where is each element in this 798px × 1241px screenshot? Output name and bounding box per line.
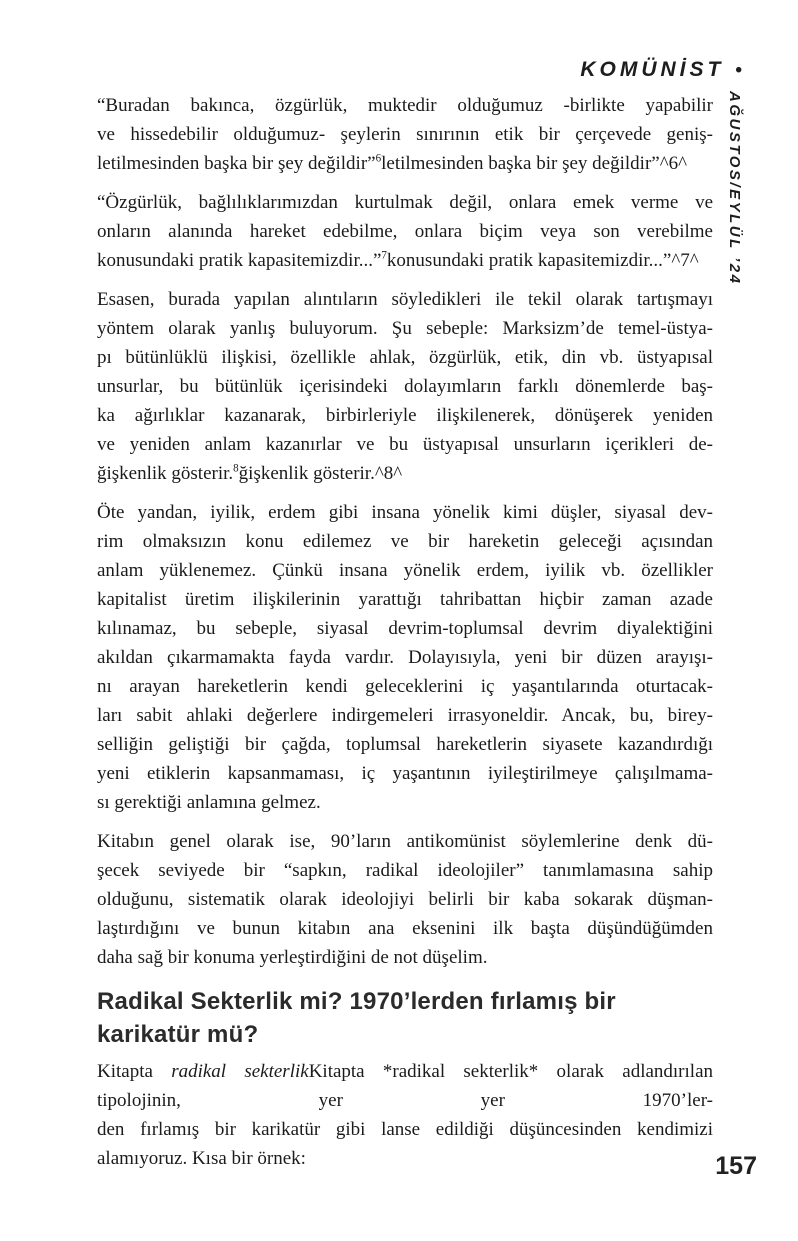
- text-line: Öte yandan, iyilik, erdem gibi insana yönelik kimi düşler, siyasal dev-: [97, 502, 713, 523]
- magazine-title: KOMÜNİST: [580, 58, 725, 81]
- text-line: nı arayan hareketlerin kendi geleceklerini iç yaşantılarında oturtacak-: [97, 676, 713, 697]
- text-line: Radikal Sekterlik mi? 1970’lerden fırlamış bir: [97, 988, 616, 1015]
- text-line: Kitapta radikal sekterlikKitapta *radikal sekterlik* olarak adlandırılan tipolojinin, yer yer 1970’ler-: [97, 1061, 713, 1111]
- bullet-icon: •: [735, 59, 742, 81]
- text-line: laştırdığını ve bunun kitabın ana eksenini ilk başta düşündüğümden: [97, 918, 713, 939]
- text-line: yeni etiklerin kapsanmaması, iç yaşantının iyileştirilmeye çalışılmama-: [97, 763, 713, 784]
- text-line: pı bütünlüklü ilişkisi, özellikle ahlak, özgürlük, etik, din vb. üstyapısal: [97, 347, 713, 368]
- text-line: rim olmaksızın konu edilemez ve bir hareketin geleceği açısından: [97, 531, 713, 552]
- text-line: den fırlamış bir karikatür gibi lanse edildiği düşüncesinden kendimizi: [97, 1119, 713, 1140]
- text-line: sı gerektiği anlamına gelmez.: [97, 792, 321, 813]
- text-line: Kitabın genel olarak ise, 90’ların antikomünist söylemlerine denk dü-: [97, 831, 713, 852]
- body-paragraph: [97, 91, 713, 178]
- text-line: yöntem olarak yanlış buluyorum. Şu sebeple: Marksizm’de temel-üstya-: [97, 318, 713, 339]
- body-paragraph: [97, 498, 713, 817]
- text-line: şecek seviyede bir “sapkın, radikal ideolojiler” tanımlamasına sahip: [97, 860, 713, 881]
- text-line: kılınamaz, bu sebeple, siyasal devrim-toplumsal devrim diyalektiğini: [97, 618, 713, 639]
- text-line: ğişkenlik gösterir.$^8$ğişkenlik gösterir.^8^: [97, 462, 403, 484]
- footnote-reference: 8: [233, 462, 239, 475]
- article-body: [97, 91, 713, 1183]
- issue-date-vertical: AĞUSTOS/EYLÜL ’24: [726, 91, 743, 286]
- text-line: unsurlar, bu bütünlük içerisindeki dolayımların farklı dönemlerde baş-: [97, 376, 713, 397]
- body-paragraph: [97, 285, 713, 488]
- text-line: ları sabit ahlaki değerlere indirgemeleri irrasyoneldir. Ancak, bu, birey-: [97, 705, 713, 726]
- text-line: selliğin geliştiği bir çağda, toplumsal hareketlerin siyasete kazandırdığı: [97, 734, 713, 755]
- page-number: 157: [715, 1152, 757, 1180]
- text-line: ve yeniden anlam kazanırlar ve bu üstyapısal unsurların içerikleri de-: [97, 434, 713, 455]
- masthead: [580, 58, 742, 82]
- text-line: alamıyoruz. Kısa bir örnek:: [97, 1148, 306, 1169]
- text-line: ka ağırlıklar kazanarak, birbirleriyle ilişkilenerek, dönüşerek yeniden: [97, 405, 713, 426]
- text-line: akıldan çıkarmamakta fayda vardır. Dolayısıyla, yeni bir düzen arayışı-: [97, 647, 713, 668]
- text-line: konusundaki pratik kapasitemizdir...”$^7$konusundaki pratik kapasitemizdir...”^7^: [97, 249, 699, 271]
- italic-text: radikal sekterlik: [171, 1061, 309, 1082]
- text-line: “Buradan bakınca, özgürlük, muktedir olduğumuz -birlikte yapabilir: [97, 95, 713, 116]
- text-line: ve hissedebilir olduğumuz- şeylerin sınırının etik bir çerçevede geniş-: [97, 124, 713, 145]
- footnote-reference: 7: [381, 249, 387, 262]
- text-line: kapitalist üretim ilişkilerinin yarattığı tahribattan hiçbir zaman azade: [97, 589, 713, 610]
- text-line: “Özgürlük, bağlılıklarımızdan kurtulmak değil, onlara emek verme ve: [97, 192, 713, 213]
- text-line: daha sağ bir konuma yerleştirdiğini de not düşelim.: [97, 947, 488, 968]
- text-line: Esasen, burada yapılan alıntıların söyledikleri ile tekil olarak tartışmayı: [97, 289, 713, 310]
- text-line: onların alanında hareket edebilme, onlara biçim veya son verebilme: [97, 221, 713, 242]
- text-line: anlam yüklenemez. Çünkü insana yönelik erdem, iyilik vb. özellikler: [97, 560, 713, 581]
- text-line: olduğunu, sistematik olarak ideolojiyi belirli bir kaba sokarak düşman-: [97, 889, 713, 910]
- text-line: karikatür mü?: [97, 1021, 259, 1048]
- body-paragraph: [97, 1057, 713, 1173]
- section-heading: [97, 985, 713, 1051]
- text-line: letilmesinden başka bir şey değildir”$^6$letilmesinden başka bir şey değildir”^6^: [97, 152, 688, 174]
- body-paragraph: [97, 188, 713, 275]
- body-paragraph: [97, 827, 713, 972]
- footnote-reference: 6: [375, 152, 382, 165]
